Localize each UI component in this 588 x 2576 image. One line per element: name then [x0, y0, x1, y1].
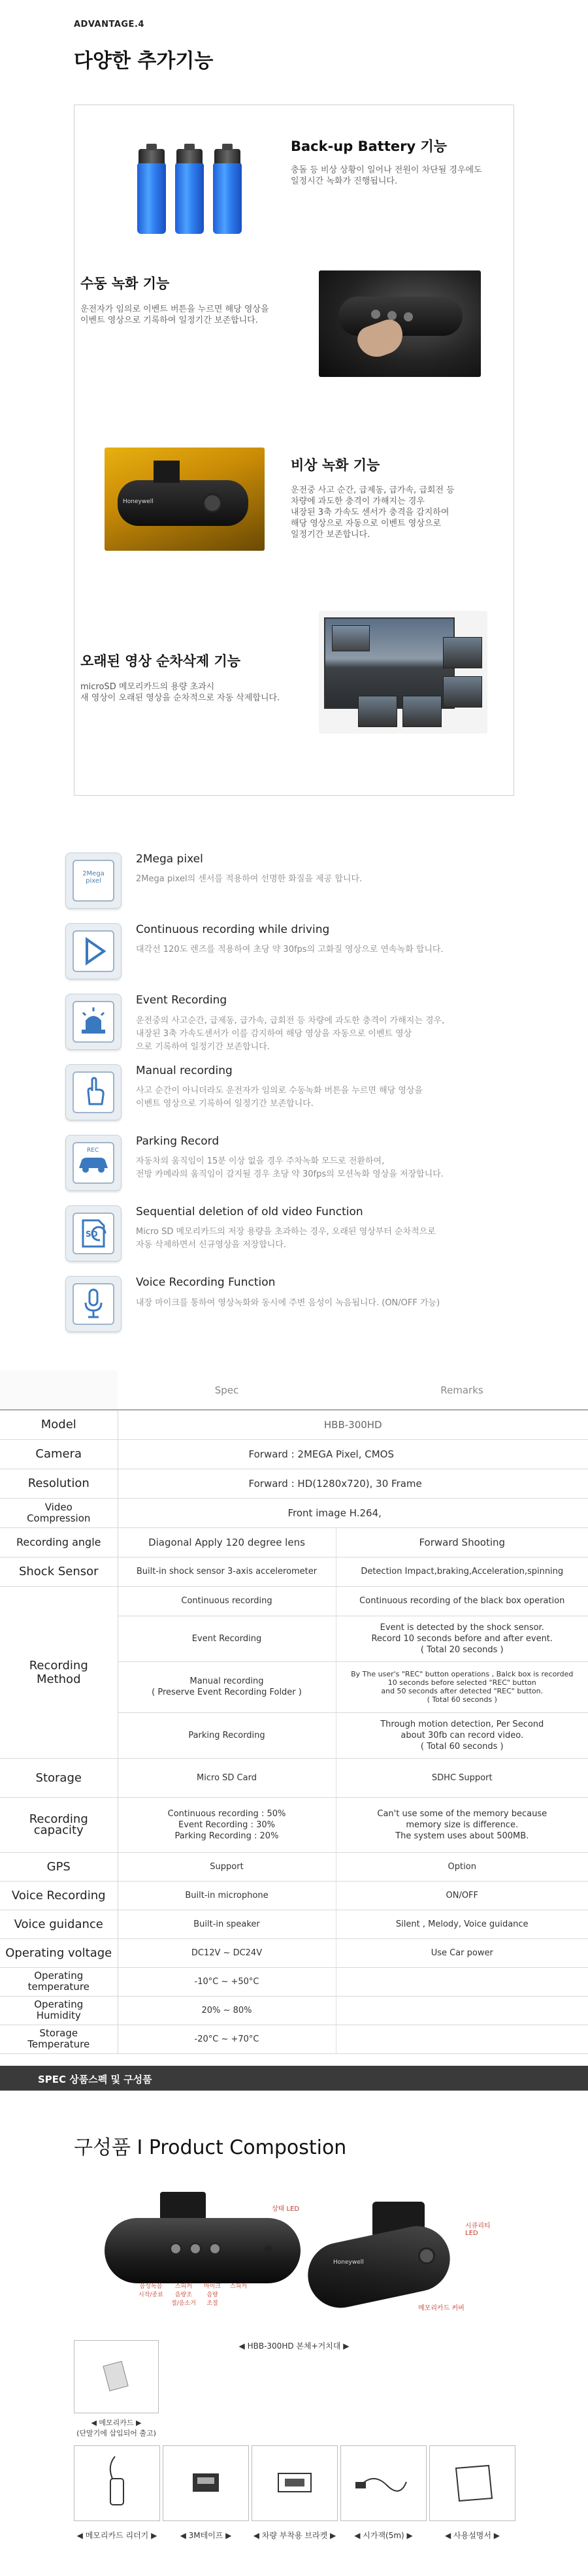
manual-book-icon	[430, 2446, 515, 2520]
tape-label: ◀ 3M테이프 ▶	[180, 2531, 232, 2540]
play-icon	[65, 923, 122, 979]
table-row: Storage Temperature -20°C ~ +70°C	[0, 2025, 588, 2053]
cigar-jack-label: ◀ 시가잭(5m) ▶	[354, 2531, 413, 2540]
manual-box	[429, 2445, 515, 2521]
table-row: Parking Recording Through motion detection, Per Second about 30fb can record video. ( Total 60 seconds )	[0, 1712, 588, 1758]
battery-illustration	[131, 137, 274, 248]
card-reader-box	[74, 2445, 160, 2521]
table-row: Resolution Forward : HD(1280x720), 30 Frame	[0, 1469, 588, 1498]
table-row: Recording Method Continuous recording Continuous recording of the black box operation	[0, 1586, 588, 1616]
feature-manual-title: 수동 녹화 기능	[80, 276, 170, 291]
feature-manual-desc: 운전자가 임의로 이벤트 버튼을 누르면 해당 영상을 이벤트 영상으로 기록하여 일정기간 보존합니다.	[80, 304, 269, 325]
bracket-icon	[252, 2446, 337, 2520]
microphone-icon	[65, 1276, 122, 1332]
feature-manual-rec-desc: 사고 순간이 아니더라도 운전자가 임의로 수동녹화 버튼을 누르면 해당 영상을 이벤트 영상으로 기록하여 일정기간 보존합니다.	[136, 1086, 423, 1109]
table-row: Voice Recording Built-in microphone ON/OFF	[0, 1881, 588, 1910]
feature-event-title: Event Recording	[136, 994, 227, 1007]
parking-car-icon: REC	[65, 1135, 122, 1191]
megapixel-icon: 2Mega pixel	[65, 853, 122, 909]
manual-label: ◀ 사용설명서 ▶	[444, 2531, 500, 2540]
advantage-label: ADVANTAGE.4	[74, 20, 144, 29]
feature-sequential-desc: microSD 메모리카드의 용량 초과시 새 영상이 오래된 영상을 순차적으로 자동 삭제합니다.	[80, 682, 280, 703]
dashcam-front-image	[105, 2192, 301, 2290]
table-row: Video Compression Front image H.264,	[0, 1498, 588, 1527]
tape-box	[163, 2445, 249, 2521]
table-row: Event Recording Event is detected by the shock sensor. Record 10 seconds before and after event. ( Total 20 seconds )	[0, 1616, 588, 1661]
feature-continuous-desc: 대각선 120도 렌즈를 적용하여 초당 약 30fps의 고화질 영상으로 연속녹화 합니다.	[136, 945, 444, 954]
memory-card-box	[74, 2340, 159, 2413]
button-callout-speaker: 스피커	[230, 2283, 248, 2290]
spec-table	[0, 1371, 588, 2054]
dashcam-car-photo	[105, 448, 265, 551]
button-callout-voice: 음성녹음 시작/종료	[139, 2283, 163, 2298]
hand-pointer-icon	[65, 1064, 122, 1120]
cigar-jack-icon	[341, 2446, 426, 2520]
table-row: Storage Micro SD Card SDHC Support	[0, 1758, 588, 1797]
bracket-box	[252, 2445, 338, 2521]
dashcam-rear-image	[307, 2202, 464, 2313]
feature-manual-rec-title: Manual recording	[136, 1064, 233, 1077]
main-unit-label: ◀ HBB-300HD 본체+거치대 ▶	[238, 2341, 350, 2351]
table-row: Operating temperature -10°C ~ +50°C	[0, 1967, 588, 1996]
card-reader-label: ◀ 메모리카드 리더기 ▶	[76, 2531, 157, 2540]
security-led-callout: 시큐리티 LED	[465, 2223, 491, 2237]
table-row: Operating voltage DC12V ~ DC24V Use Car power	[0, 1938, 588, 1967]
advantage-title: 다양한 추가기능	[74, 50, 214, 73]
brand-label: Honeywell	[123, 498, 154, 505]
feature-megapixel-title: 2Mega pixel	[136, 853, 203, 866]
composition-title: 구성품 I Product Compostion	[74, 2136, 347, 2159]
feature-battery-title: Back-up Battery 기능	[291, 139, 448, 154]
status-led-callout: 상태 LED	[272, 2206, 300, 2213]
siren-icon	[65, 994, 122, 1050]
feature-voice-title: Voice Recording Function	[136, 1276, 276, 1289]
feature-emergency-title: 비상 녹화 기능	[291, 457, 380, 473]
video-screens-photo	[319, 611, 487, 734]
feature-sequential-del-title: Sequential deletion of old video Function	[136, 1205, 363, 1218]
feature-parking-title: Parking Record	[136, 1135, 220, 1148]
feature-sequential-title: 오래된 영상 순차삭제 기능	[80, 653, 241, 669]
memory-card-icon	[103, 2361, 128, 2391]
table-row: GPS Support Option	[0, 1852, 588, 1881]
table-row: Recording angle Diagonal Apply 120 degree lens Forward Shooting	[0, 1527, 588, 1557]
sd-card-icon: SD	[65, 1205, 122, 1262]
table-row: Voice guidance Built-in speaker Silent , Melody, Voice guidance	[0, 1910, 588, 1938]
table-row: Operating Humidity 20% ~ 80%	[0, 1996, 588, 2025]
feature-event-desc: 운전중의 사고순간, 급제동, 급가속, 급회전 등 차량에 과도한 충격이 가해지는 경우, 내장된 3축 가속도센서가 이를 감지하여 해당 영상을 자동으로 이벤트 영상 으로 기록하여 일정기간 보존합니다.	[136, 1016, 445, 1052]
memcard-cover-callout: 메모리카드 커버	[418, 2305, 465, 2312]
table-row: Manual recording ( Preserve Event Recording Folder ) By The user's "REC" button operations , Balck box is recorded 10 seconds before selected "REC" button and 50 seconds after detected "REC" button. ( Total 60 seconds )	[0, 1661, 588, 1712]
table-row: Shock Sensor Built-in shock sensor 3-axis accelerometer Detection Impact,braking,Acceleration,spinning	[0, 1557, 588, 1586]
table-row: Camera Forward : 2MEGA Pixel, CMOS	[0, 1439, 588, 1469]
feature-emergency-desc: 운전중 사고 순간, 급제동, 급가속, 급회전 등 차량에 과도한 충격이 가해지는 경우 내장된 3축 가속도 센서가 충격을 감지하여 해당 영상으로 자동으로 이벤트 영상으로 일정기간 보존합니다.	[291, 485, 455, 540]
button-callout-mic: 마이크 음량 조절	[204, 2283, 221, 2307]
remarks-header: Remarks	[336, 1371, 588, 1410]
memory-card-label: ◀ 메모리카드 ▶ (단말기에 삽입되어 출고)	[76, 2419, 156, 2437]
feature-continuous-title: Continuous recording while driving	[136, 923, 330, 936]
feature-battery-desc: 충돌 등 비상 상황이 일어나 전원이 차단될 경우에도 일정시간 녹화가 진행됩니다.	[291, 165, 482, 186]
card-reader-icon	[74, 2446, 159, 2520]
tape-icon	[163, 2446, 248, 2520]
spec-header: Spec	[118, 1371, 336, 1410]
feature-parking-desc: 자동차의 움직임이 15분 이상 없을 경우 주차녹화 모드로 전환하여, 전방 카메라의 움직임이 감지될 경우 초당 약 30fps의 모션녹화 영상을 저장합니다.	[136, 1156, 444, 1179]
spec-section-title: SPEC 상품스펙 및 구성품	[38, 2074, 152, 2085]
feature-sequential-del-desc: Micro SD 메모리카드의 저장 용량을 초과하는 경우, 오래된 영상부터 순차적으로 자동 삭제하면서 신규영상을 저장합니다.	[136, 1227, 436, 1250]
bracket-label: ◀ 차량 부착용 브라켓 ▶	[253, 2531, 336, 2540]
feature-voice-desc: 내장 마이크를 통하여 영상녹화와 동시에 주변 음성이 녹음됩니다. (ON/OFF 가능)	[136, 1298, 440, 1308]
feature-megapixel-desc: 2Mega pixel의 센서를 적용하여 선명한 화질을 제공 합니다.	[136, 874, 363, 884]
cigar-jack-box	[340, 2445, 427, 2521]
table-row: Recording capacity Continuous recording : 50% Event Recording : 30% Parking Recording : 20% Can't use some of the memory because memory size is difference. The system uses about 500MB.	[0, 1797, 588, 1852]
manual-button-photo	[319, 270, 481, 377]
table-row: Model HBB-300HD	[0, 1410, 588, 1439]
brand-label-rear: Honeywell	[333, 2259, 364, 2266]
button-callout-speaker-vol: 스피커 음량조 절/음소거	[171, 2283, 196, 2307]
